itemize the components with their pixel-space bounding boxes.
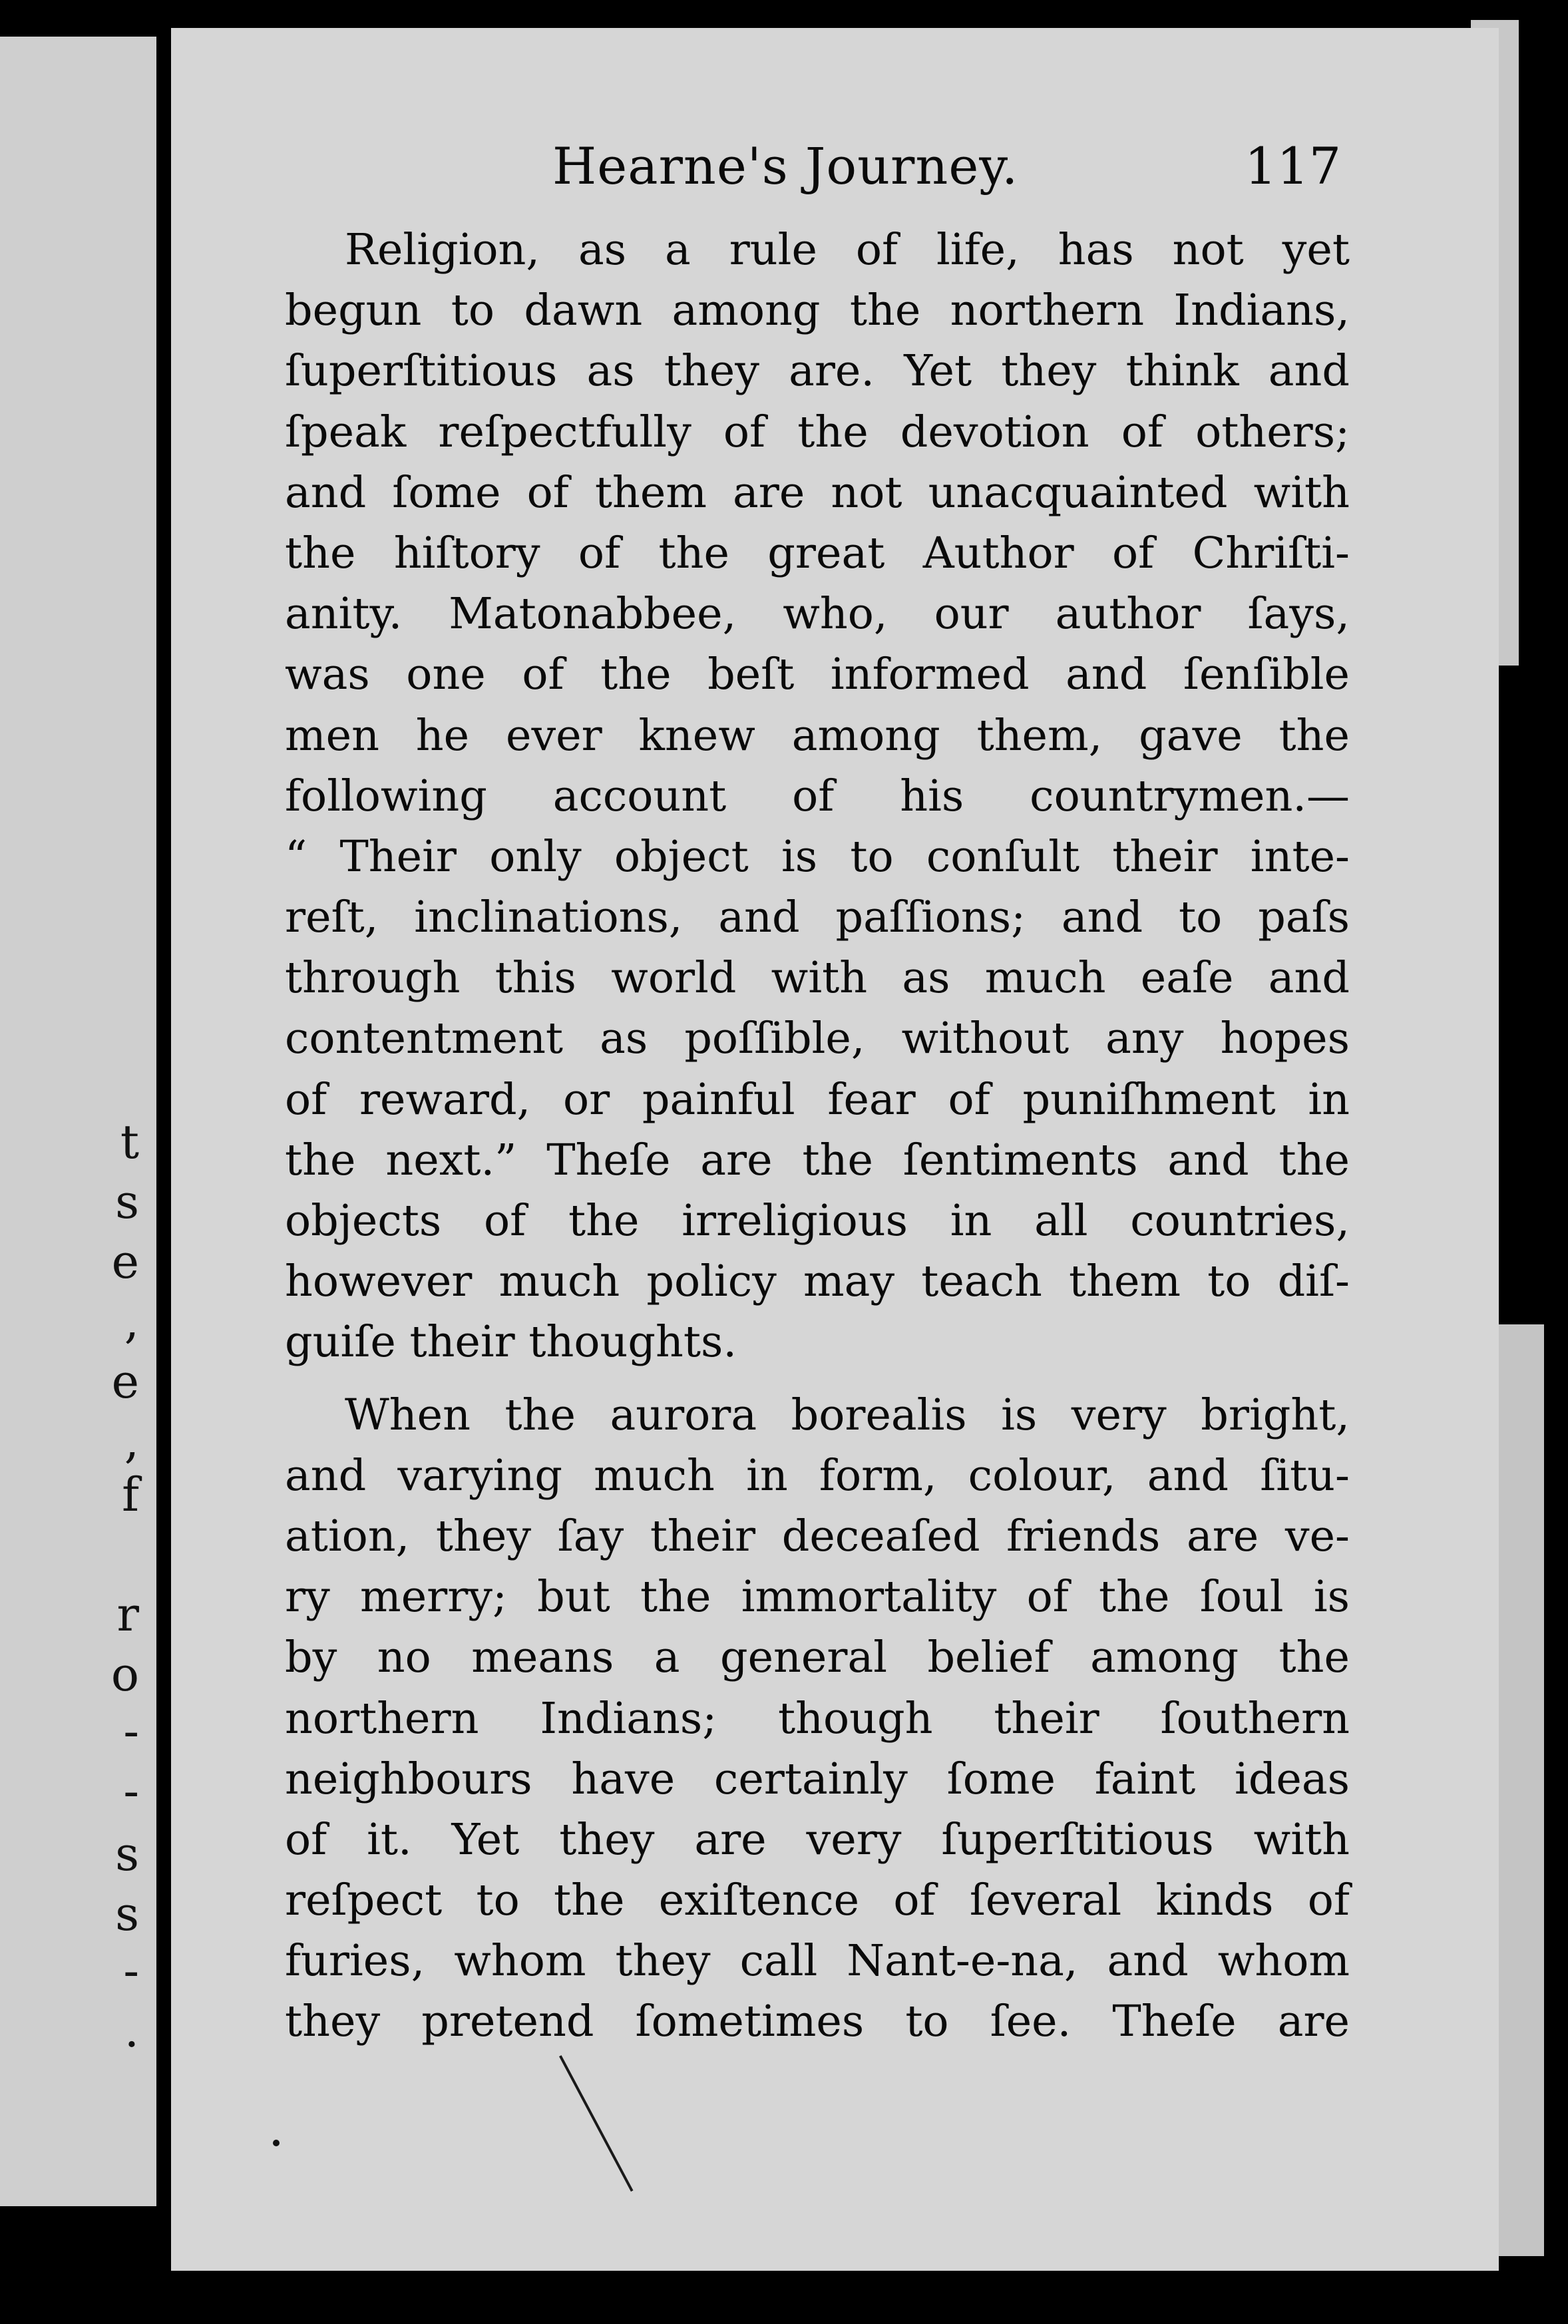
margin-letter: s [115, 1175, 139, 1229]
text-line: of reward, or painful fear of puniſhment in [285, 1074, 1350, 1125]
margin-letter: - [123, 1764, 139, 1818]
margin-letter: . [124, 2003, 139, 2058]
text-line: ry merry; but the immortality of the ſoul is [285, 1572, 1350, 1623]
text-line: the hiſtory of the great Author of Chriſti- [285, 528, 1350, 578]
text-line: men he ever knew among them, gave the [285, 710, 1350, 761]
text-line: northern Indians; though their ſouthern [285, 1693, 1350, 1744]
text-line: objects of the irreligious in all countries, [285, 1196, 1350, 1246]
page-number: 117 [1245, 136, 1342, 196]
text-line: reſt, inclinations, and paſſions; and to paſs [285, 892, 1350, 943]
text-line: however much policy may teach them to diſ- [285, 1257, 1350, 1307]
paragraph [285, 1385, 1350, 2052]
book-gutter [156, 0, 171, 2324]
text-line: contentment as poſſible, without any hopes [285, 1014, 1350, 1064]
text-line: and varying much in form, colour, and ſitu- [285, 1450, 1350, 1501]
margin-letter: t [120, 1115, 139, 1169]
margin-letter: - [123, 1704, 139, 1758]
text-line: ſpeak reſpectfully of the devotion of others; [285, 407, 1350, 457]
text-line: was one of the beſt informed and ſenſible [285, 650, 1350, 700]
text-line: ation, they ſay their deceaſed friends are ve- [285, 1511, 1350, 1561]
margin-letter: f [122, 1467, 139, 1522]
margin-letter: e [111, 1354, 139, 1409]
text-line: reſpect to the exiſtence of ſeveral kinds of [285, 1875, 1350, 1926]
text-line: of it. Yet they are very ſuperſtitious with [285, 1814, 1350, 1865]
text-line: “ Their only object is to conſult their inte- [285, 831, 1350, 882]
margin-letter: , [124, 1294, 139, 1349]
text-line: by no means a general belief among the [285, 1633, 1350, 1683]
text-line: guiſe their thoughts. [285, 1317, 737, 1368]
margin-letter: o [110, 1647, 139, 1702]
paragraph [285, 220, 1350, 1373]
text-line: ſuperſtitious as they are. Yet they think and [285, 346, 1350, 397]
text-line: through this world with as much eaſe and [285, 953, 1350, 1004]
text-line: neighbours have certainly ſome faint ideas [285, 1754, 1350, 1804]
text-line: When the aurora borealis is very bright, [345, 1390, 1350, 1440]
margin-letter: , [124, 1414, 139, 1469]
text-line: anity. Matonabbee, who, our author ſays, [285, 589, 1350, 640]
left-page-margin-letters [0, 37, 156, 2206]
margin-letter: r [116, 1587, 139, 1642]
page-body [285, 220, 1350, 2052]
left-page-fragment [0, 37, 156, 2206]
margin-letter: s [115, 1827, 139, 1881]
margin-letter: e [111, 1235, 139, 1289]
page-edge [1499, 1324, 1544, 2256]
running-title: Hearne's Journey. [552, 136, 1019, 196]
text-line: and ſome of them are not unacquainted with [285, 467, 1350, 518]
margin-letter: s [115, 1887, 139, 1941]
paragraph-gap [285, 1373, 1350, 1385]
text-line: they pretend ſometimes to ſee. Theſe are [285, 1997, 1350, 2047]
ink-dot-mark [273, 2140, 280, 2146]
text-line: Religion, as a rule of life, has not yet [345, 225, 1350, 275]
text-line: following account of his countrymen.— [285, 771, 1350, 821]
margin-letter: - [123, 1943, 139, 1998]
page-header [552, 136, 1351, 210]
text-line: furies, whom they call Nant-e-na, and whom [285, 1936, 1350, 1987]
text-line: the next.” Theſe are the ſentiments and the [285, 1135, 1350, 1185]
text-line: begun to dawn among the northern Indians, [285, 286, 1350, 336]
